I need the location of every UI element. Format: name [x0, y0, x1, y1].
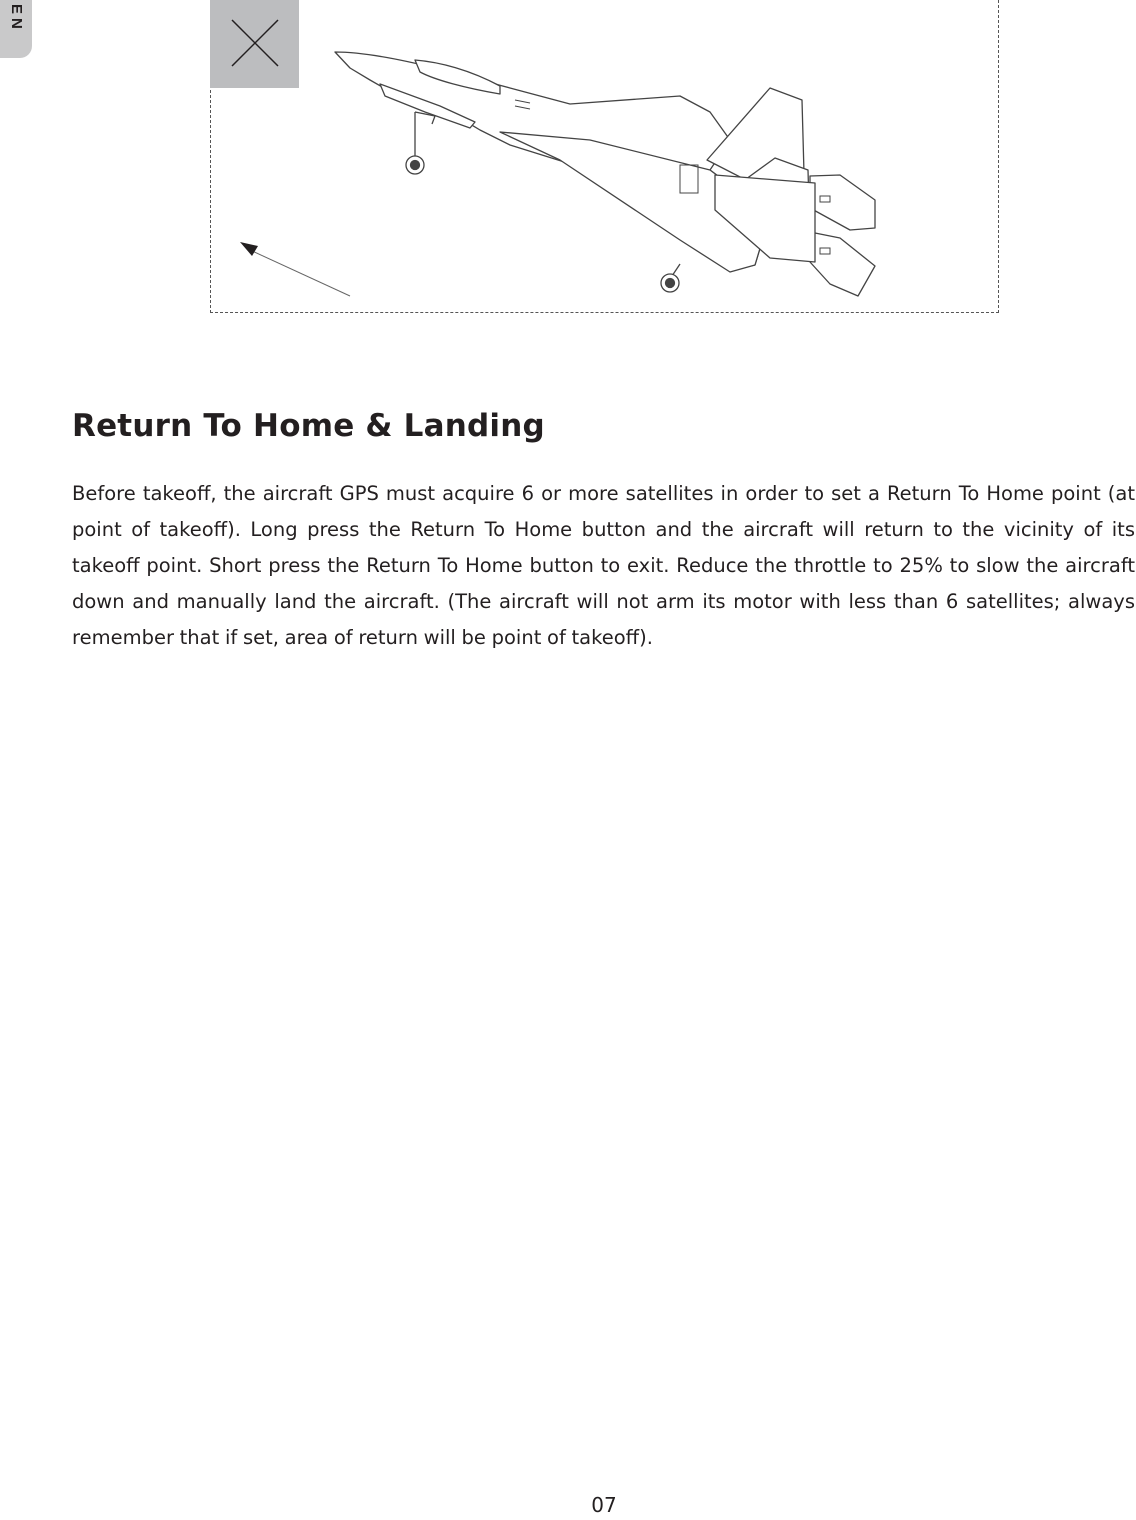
page-number: 07	[591, 1493, 617, 1517]
direction-arrow	[240, 242, 350, 296]
language-tab-label: EN	[8, 4, 25, 33]
aircraft-illustration	[210, 0, 999, 313]
language-tab	[0, 0, 32, 58]
section-title: Return To Home & Landing	[72, 408, 545, 444]
section-body: Before takeoff, the aircraft GPS must acquire 6 or more satellites in order to set a Return To Home point (at point of takeoff). Long press the Return To Home button and the aircraft will return to the vicinity of its takeoff point. Short press the Return To Home button to exit. Reduce the throttle to 25% to slow the aircraft down and manually land the aircraft. (The aircraft will not arm its motor with less than 6 satellites; always remember that if set, area of return will be point of takeoff).	[72, 482, 1135, 649]
